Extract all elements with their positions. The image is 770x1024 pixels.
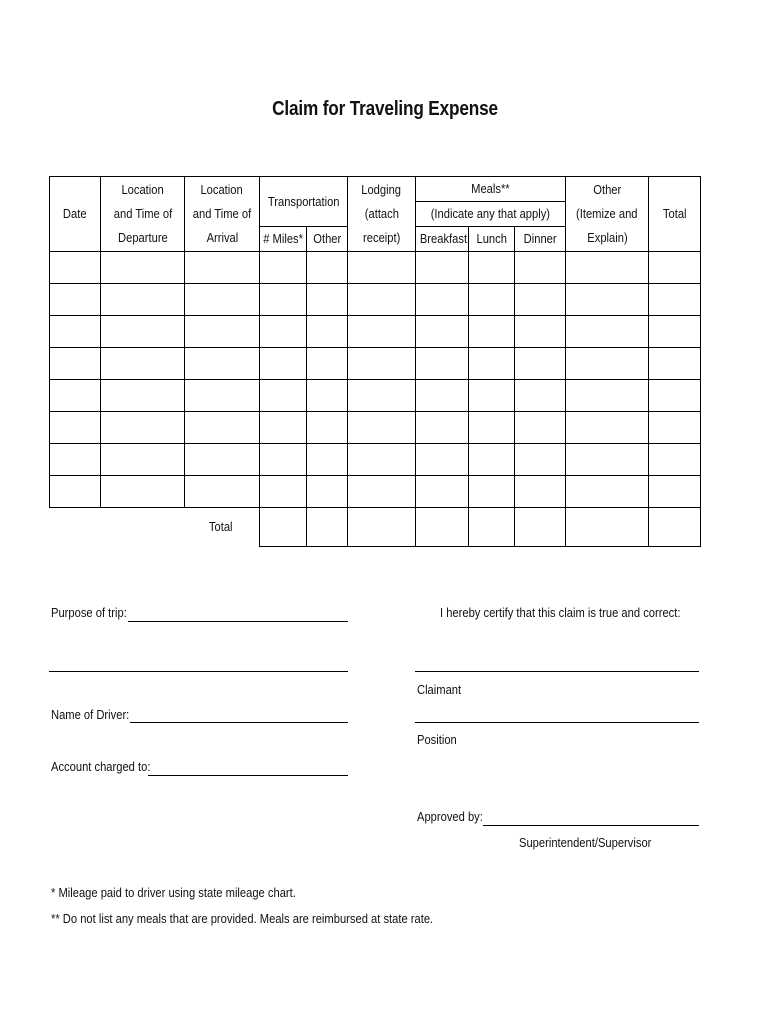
arrival-cell[interactable] — [185, 316, 260, 348]
lunch-cell[interactable] — [469, 444, 515, 476]
departure-cell[interactable] — [101, 444, 185, 476]
lunch-cell[interactable] — [469, 412, 515, 444]
miles-cell[interactable] — [260, 412, 307, 444]
other-cell[interactable] — [566, 476, 649, 508]
miles-cell[interactable] — [260, 316, 307, 348]
arrival-cell[interactable] — [185, 252, 260, 284]
breakfast-cell[interactable] — [416, 444, 469, 476]
total-other-cell[interactable] — [566, 508, 649, 547]
arrival-cell[interactable] — [185, 284, 260, 316]
purpose-field-line-2[interactable] — [49, 671, 348, 672]
lodging-cell[interactable] — [348, 444, 416, 476]
driver-field[interactable] — [130, 722, 348, 723]
date-cell[interactable] — [50, 284, 101, 316]
driver-label: Name of Driver: — [51, 707, 130, 722]
expense-table — [49, 176, 701, 547]
header-breakfast: Breakfast — [416, 227, 469, 252]
lunch-cell[interactable] — [469, 380, 515, 412]
header-other-transport: Other — [307, 227, 348, 252]
departure-cell[interactable] — [101, 284, 185, 316]
miles-cell[interactable] — [260, 380, 307, 412]
lodging-cell[interactable] — [348, 412, 416, 444]
other-cell[interactable] — [566, 444, 649, 476]
arrival-cell[interactable] — [185, 476, 260, 508]
header-location-arrival: Location and Time of Arrival — [185, 177, 260, 252]
header-meals-note: (Indicate any that apply) — [416, 202, 566, 227]
other-cell[interactable] — [566, 412, 649, 444]
position-label: Position — [417, 732, 457, 747]
lunch-cell[interactable] — [469, 284, 515, 316]
header-location-departure: Location and Time of Departure — [101, 177, 185, 252]
breakfast-cell[interactable] — [416, 316, 469, 348]
total-cell[interactable] — [649, 444, 701, 476]
arrival-cell[interactable] — [185, 412, 260, 444]
miles-cell[interactable] — [260, 476, 307, 508]
total-cell[interactable] — [649, 412, 701, 444]
lunch-cell[interactable] — [469, 476, 515, 508]
dinner-cell[interactable] — [515, 284, 566, 316]
position-field[interactable] — [415, 722, 699, 723]
dinner-cell[interactable] — [515, 476, 566, 508]
purpose-field[interactable] — [128, 621, 348, 622]
table-row — [50, 284, 701, 316]
claimant-label: Claimant — [417, 682, 462, 697]
lodging-cell[interactable] — [348, 348, 416, 380]
other-transport-cell[interactable] — [307, 380, 348, 412]
arrival-cell[interactable] — [185, 380, 260, 412]
other-cell[interactable] — [566, 348, 649, 380]
header-transportation: Transportation — [260, 177, 348, 227]
table-row — [50, 412, 701, 444]
dinner-cell[interactable] — [515, 348, 566, 380]
other-cell[interactable] — [566, 316, 649, 348]
purpose-label: Purpose of trip: — [51, 605, 127, 620]
total-miles-cell[interactable] — [260, 508, 307, 547]
lodging-cell[interactable] — [348, 284, 416, 316]
header-total: Total — [649, 177, 701, 252]
lodging-cell[interactable] — [348, 252, 416, 284]
breakfast-cell[interactable] — [416, 380, 469, 412]
departure-cell[interactable] — [101, 380, 185, 412]
table-row — [50, 252, 701, 284]
departure-cell[interactable] — [101, 348, 185, 380]
total-cell[interactable] — [649, 476, 701, 508]
total-other-transport-cell[interactable] — [307, 508, 348, 547]
other-transport-cell[interactable] — [307, 316, 348, 348]
lunch-cell[interactable] — [469, 252, 515, 284]
header-dinner: Dinner — [515, 227, 566, 252]
other-transport-cell[interactable] — [307, 412, 348, 444]
date-cell[interactable] — [50, 348, 101, 380]
total-cell[interactable] — [649, 348, 701, 380]
total-cell[interactable] — [649, 284, 701, 316]
departure-cell[interactable] — [101, 252, 185, 284]
miles-cell[interactable] — [260, 348, 307, 380]
other-cell[interactable] — [566, 252, 649, 284]
dinner-cell[interactable] — [515, 252, 566, 284]
breakfast-cell[interactable] — [416, 284, 469, 316]
other-transport-cell[interactable] — [307, 476, 348, 508]
date-cell[interactable] — [50, 476, 101, 508]
header-other: Other (Itemize and Explain) — [566, 177, 649, 252]
table-row — [50, 380, 701, 412]
header-lunch: Lunch — [469, 227, 515, 252]
total-cell[interactable] — [649, 252, 701, 284]
breakfast-cell[interactable] — [416, 476, 469, 508]
total-dinner-cell[interactable] — [515, 508, 566, 547]
header-meals: Meals** — [416, 177, 566, 202]
total-total-cell[interactable] — [649, 508, 701, 547]
miles-cell[interactable] — [260, 444, 307, 476]
total-cell[interactable] — [649, 380, 701, 412]
account-label: Account charged to: — [51, 759, 151, 774]
lodging-cell[interactable] — [348, 476, 416, 508]
header-lodging: Lodging (attach receipt) — [348, 177, 416, 252]
table-row — [50, 476, 701, 508]
table-row — [50, 348, 701, 380]
dinner-cell[interactable] — [515, 412, 566, 444]
lunch-cell[interactable] — [469, 348, 515, 380]
date-cell[interactable] — [50, 444, 101, 476]
miles-cell[interactable] — [260, 284, 307, 316]
other-transport-cell[interactable] — [307, 284, 348, 316]
departure-cell[interactable] — [101, 316, 185, 348]
total-lunch-cell[interactable] — [469, 508, 515, 547]
other-cell[interactable] — [566, 284, 649, 316]
certify-statement: I hereby certify that this claim is true and correct: — [440, 605, 681, 620]
total-lodging-cell[interactable] — [348, 508, 416, 547]
breakfast-cell[interactable] — [416, 252, 469, 284]
dinner-cell[interactable] — [515, 316, 566, 348]
total-breakfast-cell[interactable] — [416, 508, 469, 547]
arrival-cell[interactable] — [185, 444, 260, 476]
meals-footnote: ** Do not list any meals that are provided. Meals are reimbursed at state rate. — [51, 911, 434, 926]
departure-cell[interactable] — [101, 412, 185, 444]
breakfast-cell[interactable] — [416, 348, 469, 380]
total-cell[interactable] — [649, 316, 701, 348]
table-row — [50, 316, 701, 348]
header-date: Date — [50, 177, 101, 252]
header-miles: # Miles* — [260, 227, 307, 252]
supervisor-label: Superintendent/Supervisor — [519, 835, 652, 850]
date-cell[interactable] — [50, 380, 101, 412]
miles-cell[interactable] — [260, 252, 307, 284]
breakfast-cell[interactable] — [416, 412, 469, 444]
other-transport-cell[interactable] — [307, 444, 348, 476]
table-row — [50, 444, 701, 476]
lunch-cell[interactable] — [469, 316, 515, 348]
other-cell[interactable] — [566, 380, 649, 412]
date-cell[interactable] — [50, 252, 101, 284]
mileage-footnote: * Mileage paid to driver using state mileage chart. — [51, 885, 296, 900]
other-transport-cell[interactable] — [307, 348, 348, 380]
lodging-cell[interactable] — [348, 380, 416, 412]
other-transport-cell[interactable] — [307, 252, 348, 284]
date-cell[interactable] — [50, 316, 101, 348]
dinner-cell[interactable] — [515, 444, 566, 476]
date-cell[interactable] — [50, 412, 101, 444]
approved-label: Approved by: — [417, 809, 483, 824]
account-field[interactable] — [148, 775, 348, 776]
arrival-cell[interactable] — [185, 348, 260, 380]
total-row-label: Total — [50, 508, 260, 547]
form-title: Claim for Traveling Expense — [272, 98, 498, 120]
claimant-signature-field[interactable] — [415, 671, 699, 672]
approved-signature-field[interactable] — [483, 825, 699, 826]
departure-cell[interactable] — [101, 476, 185, 508]
dinner-cell[interactable] — [515, 380, 566, 412]
lodging-cell[interactable] — [348, 316, 416, 348]
